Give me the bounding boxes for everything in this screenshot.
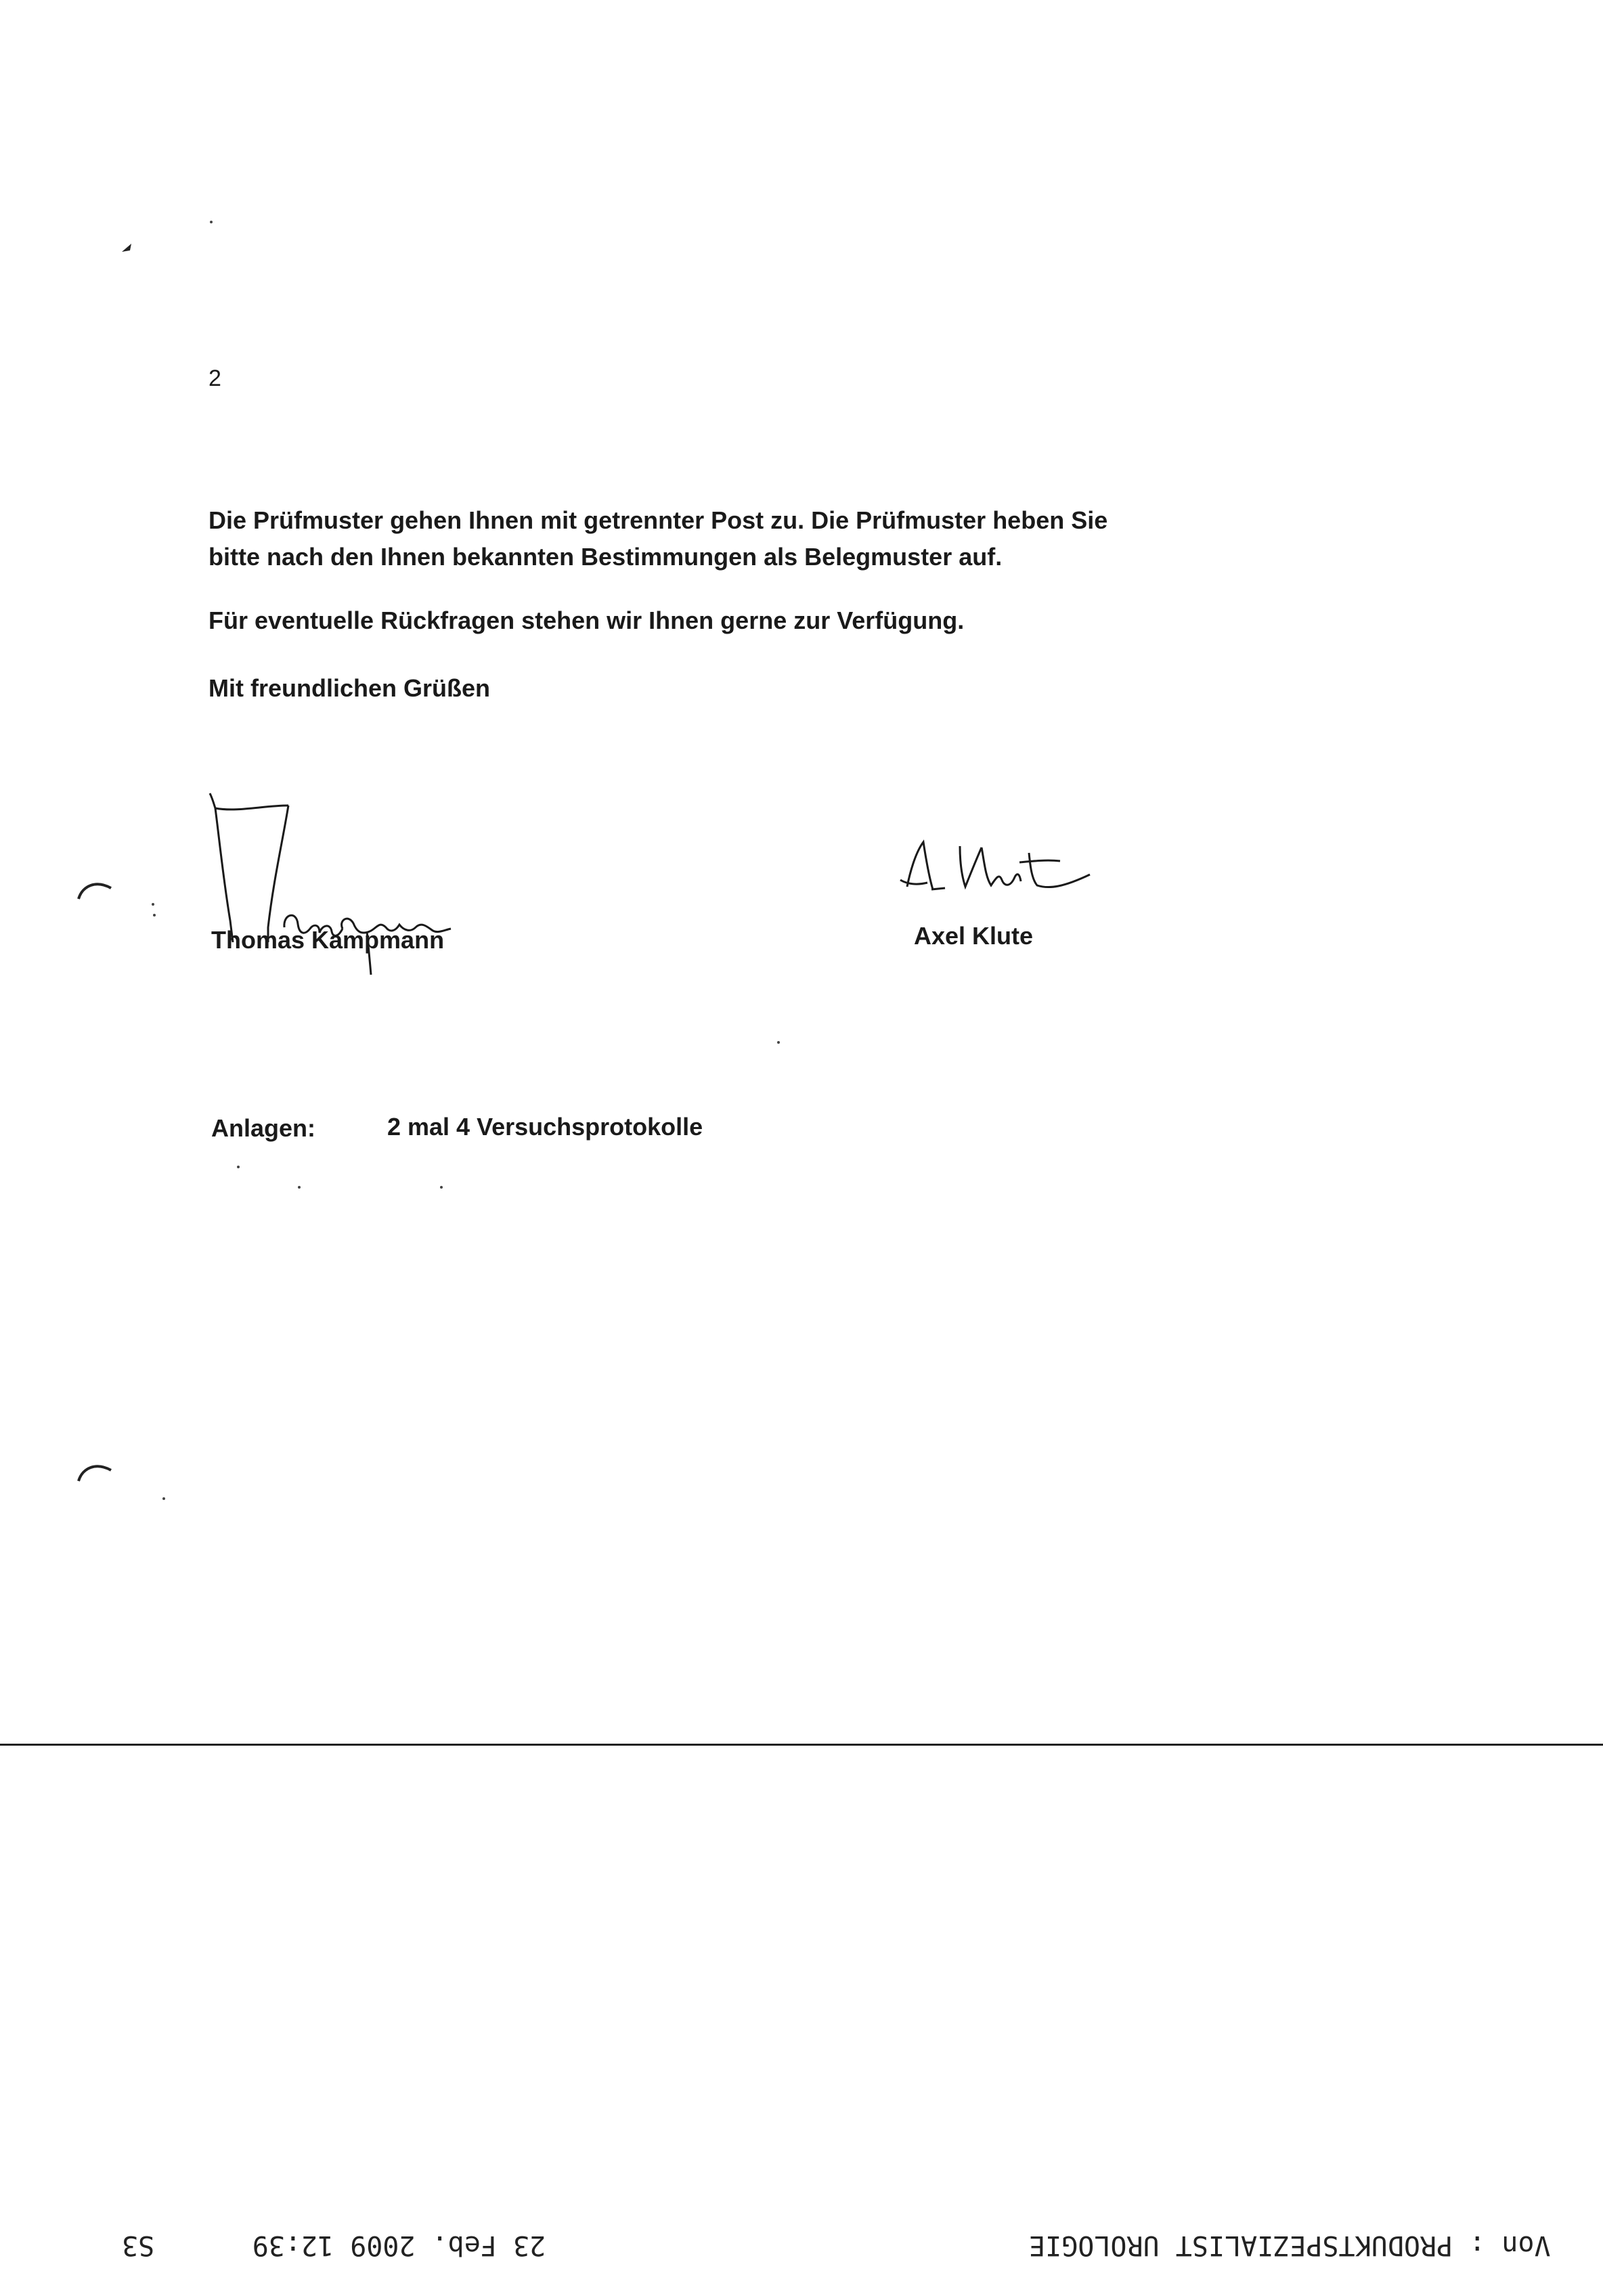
- fax-header-sender: Von : PRODUKTSPEZIALIST UROLOGIE: [1029, 2230, 1551, 2261]
- signatory-name-2: Axel Klute: [914, 922, 1034, 950]
- scan-speck: [298, 1186, 301, 1189]
- fax-timestamp: 23 Feb. 2009 12:39: [252, 2230, 546, 2261]
- body-line-2: bitte nach den Ihnen bekannten Bestimmungen als Belegmuster auf.: [208, 543, 1003, 571]
- fax-page-divider: [0, 1744, 1603, 1746]
- signature-axel-klute: [887, 833, 1103, 914]
- scan-speck: [162, 1497, 165, 1500]
- scan-speck-arrow: [120, 241, 137, 255]
- enclosures-value: 2 mal 4 Versuchsprotokolle: [387, 1113, 703, 1141]
- scan-speck: [237, 1166, 240, 1168]
- page-number: 2: [208, 366, 221, 391]
- signatory-name-1: Thomas Kampmann: [211, 926, 445, 954]
- body-line-1: Die Prüfmuster gehen Ihnen mit getrennter Post zu. Die Prüfmuster heben Sie: [208, 506, 1108, 534]
- scan-speck: [210, 221, 213, 223]
- scan-speck: [440, 1186, 443, 1189]
- scan-speck: [777, 1041, 780, 1044]
- scan-speck: [153, 914, 156, 917]
- scan-hole-mark-2: [76, 1457, 116, 1484]
- body-paragraph-1: [208, 502, 1107, 575]
- fax-page-indicator: S3: [122, 2230, 155, 2261]
- scan-hole-mark-1: [76, 875, 116, 902]
- closing-salutation: Mit freundlichen Grüßen: [208, 674, 491, 702]
- scan-speck: [152, 903, 154, 906]
- body-paragraph-2: Für eventuelle Rückfragen stehen wir Ihnen gerne zur Verfügung.: [208, 606, 965, 634]
- signature-thomas-kampmann: [203, 785, 542, 988]
- enclosures-label: Anlagen:: [211, 1114, 316, 1142]
- fax-header-timestamp-line: [122, 2230, 546, 2261]
